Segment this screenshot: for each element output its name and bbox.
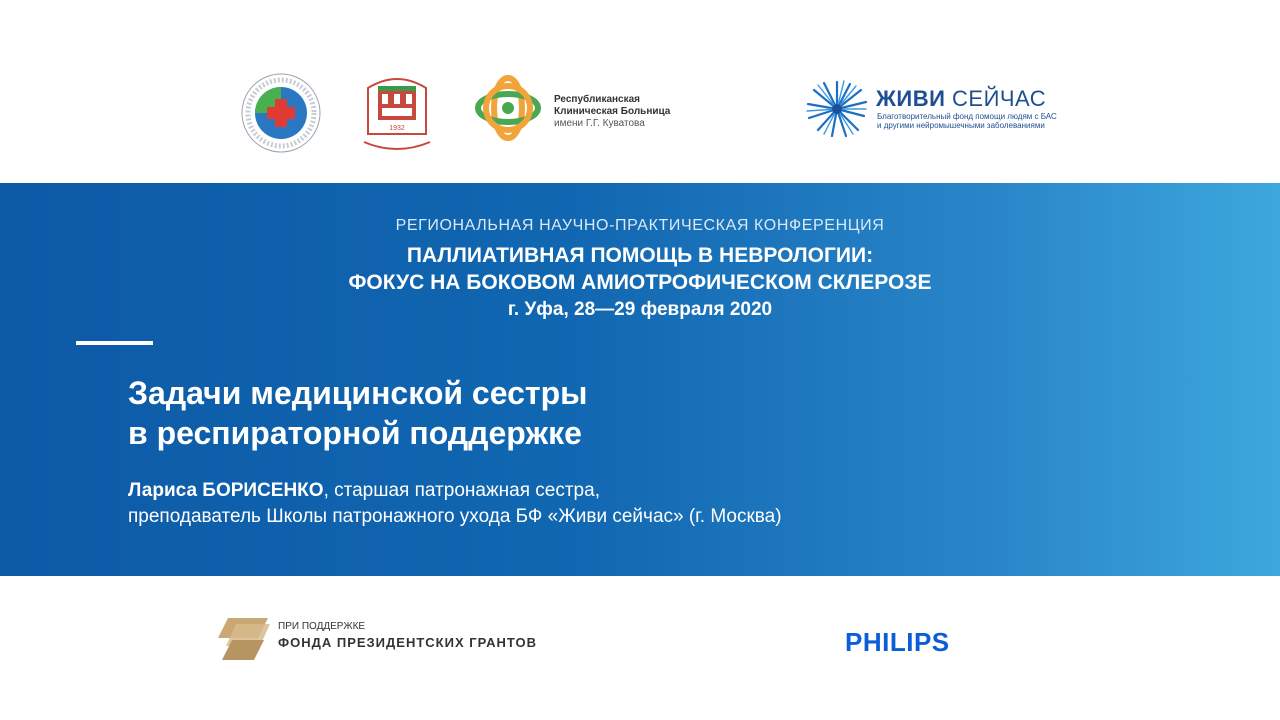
conference-title-line2: ФОКУС НА БОКОВОМ АМИОТРОФИЧЕСКОМ СКЛЕРОЗЕ [348, 271, 932, 294]
rkb-line1: Республиканская [554, 94, 641, 105]
rkb-logo-text [554, 94, 670, 130]
conference-title [0, 242, 1280, 296]
title-divider [76, 341, 153, 345]
rkb-knot-icon [468, 72, 548, 144]
fpg-kicker: ПРИ ПОДДЕРЖКЕ [278, 621, 366, 632]
philips-logo: PHILIPS [845, 627, 950, 657]
zhivi-logo-subtitle [877, 112, 1057, 130]
ministry-emblem-icon [240, 72, 322, 154]
zhivi-title-regular: СЕЙЧАС [945, 86, 1047, 111]
zhivi-sub-line2: и другими нейромышечными заболеваниями [877, 121, 1045, 130]
rkb-line2: Клиническая Больница [554, 106, 671, 117]
zhivi-logo-title [876, 87, 1046, 111]
talk-title-line2: в респираторной поддержке [128, 415, 582, 451]
speaker-line1 [128, 478, 782, 504]
rkb-line3: имени Г.Г. Куватова [554, 118, 645, 129]
talk-title-line1: Задачи медицинской сестры [128, 375, 588, 411]
zhivi-burst-icon [806, 80, 868, 138]
fpg-name: ФОНДА ПРЕЗИДЕНТСКИХ ГРАНТОВ [278, 635, 538, 650]
conference-kicker: РЕГИОНАЛЬНАЯ НАУЧНО-ПРАКТИЧЕСКАЯ КОНФЕРЕНЦИЯ [395, 217, 885, 234]
sponsor-band [0, 576, 1280, 720]
header-logo-band [0, 0, 1280, 183]
speaker-role: , старшая патронажная сестра, [323, 480, 600, 501]
fpg-logo-icon [218, 616, 270, 662]
svg-text:1932: 1932 [389, 125, 405, 132]
talk-title [128, 373, 587, 453]
hospital-emblem-icon [358, 72, 436, 152]
speaker-info [128, 478, 782, 530]
zhivi-sub-line1: Благотворительный фонд помощи людям с БАС [877, 112, 1057, 121]
speaker-line2: преподаватель Школы патронажного ухода БФ «Живи сейчас» (г. Москва) [128, 506, 782, 527]
zhivi-title-bold: ЖИВИ [876, 86, 946, 111]
speaker-name: Лариса БОРИСЕНКО [128, 480, 324, 501]
conference-title-line1: ПАЛЛИАТИВНАЯ ПОМОЩЬ В НЕВРОЛОГИИ: [406, 244, 874, 267]
conference-date: г. Уфа, 28—29 февраля 2020 [507, 299, 773, 320]
